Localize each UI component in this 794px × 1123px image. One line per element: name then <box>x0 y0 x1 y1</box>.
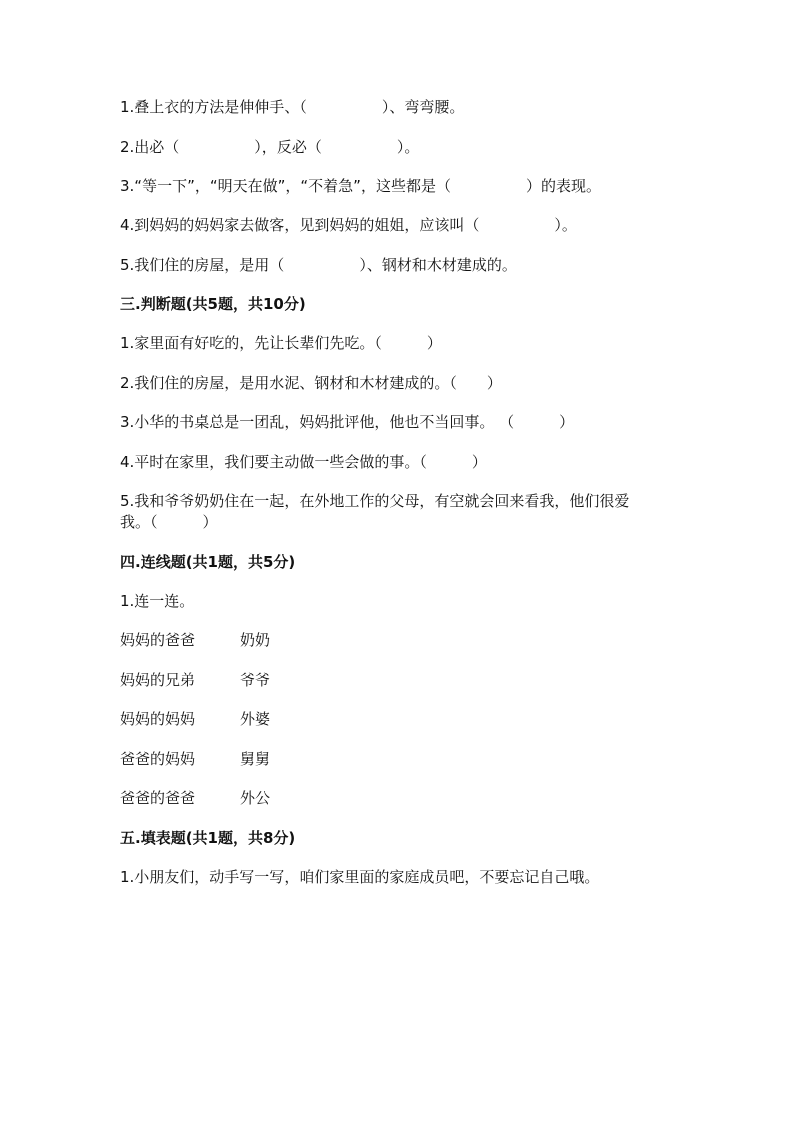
section-heading-table: 五.填表题(共1题，共8分) <box>120 829 296 847</box>
judgement-item-5-line-1: 5.我和爷爷奶奶住在一起，在外地工作的父母，有空就会回来看我，他们很爱 <box>120 492 630 510</box>
section-heading-matching: 四.连线题(共1题，共5分) <box>120 553 296 571</box>
matching-left-item: 爸爸的爸爸 <box>120 789 196 807</box>
judgement-item-1: 1.家里面有好吃的，先让长辈们先吃。（ ） <box>120 334 442 352</box>
judgement-item-5-line-2: 我。（ ） <box>120 513 218 531</box>
fill-blank-item-4: 4.到妈妈的妈妈家去做客，见到妈妈的姐姐，应该叫（ ）。 <box>120 216 577 234</box>
table-question: 1.小朋友们，动手写一写，咱们家里面的家庭成员吧，不要忘记自己哦。 <box>120 868 600 886</box>
fill-blank-item-3: 3.“等一下”，“明天在做”，“不着急”，这些都是（ ）的表现。 <box>120 177 601 195</box>
fill-blank-item-1: 1.叠上衣的方法是伸伸手、（ ）、弯弯腰。 <box>120 98 465 116</box>
section-heading-judgement: 三.判断题(共5题，共10分) <box>120 295 306 313</box>
matching-left-item: 妈妈的爸爸 <box>120 631 196 649</box>
judgement-item-4: 4.平时在家里，我们要主动做一些会做的事。（ ） <box>120 453 487 471</box>
matching-left-item: 妈妈的兄弟 <box>120 671 196 689</box>
matching-right-item: 外婆 <box>240 710 271 728</box>
fill-blank-item-5: 5.我们住的房屋，是用（ ）、钢材和木材建成的。 <box>120 256 517 274</box>
judgement-item-2: 2.我们住的房屋，是用水泥、钢材和木材建成的。（ ） <box>120 374 502 392</box>
judgement-item-3: 3.小华的书桌总是一团乱，妈妈批评他，他也不当回事。 （ ） <box>120 413 575 431</box>
matching-right-item: 奶奶 <box>240 631 271 649</box>
matching-left-item: 妈妈的妈妈 <box>120 710 196 728</box>
matching-right-item: 外公 <box>240 789 271 807</box>
matching-question: 1.连一连。 <box>120 592 195 610</box>
matching-right-item: 爷爷 <box>240 671 271 689</box>
fill-blank-item-2: 2.出必（ ），反必（ ）。 <box>120 138 420 156</box>
matching-right-item: 舅舅 <box>240 750 271 768</box>
matching-left-item: 爸爸的妈妈 <box>120 750 196 768</box>
